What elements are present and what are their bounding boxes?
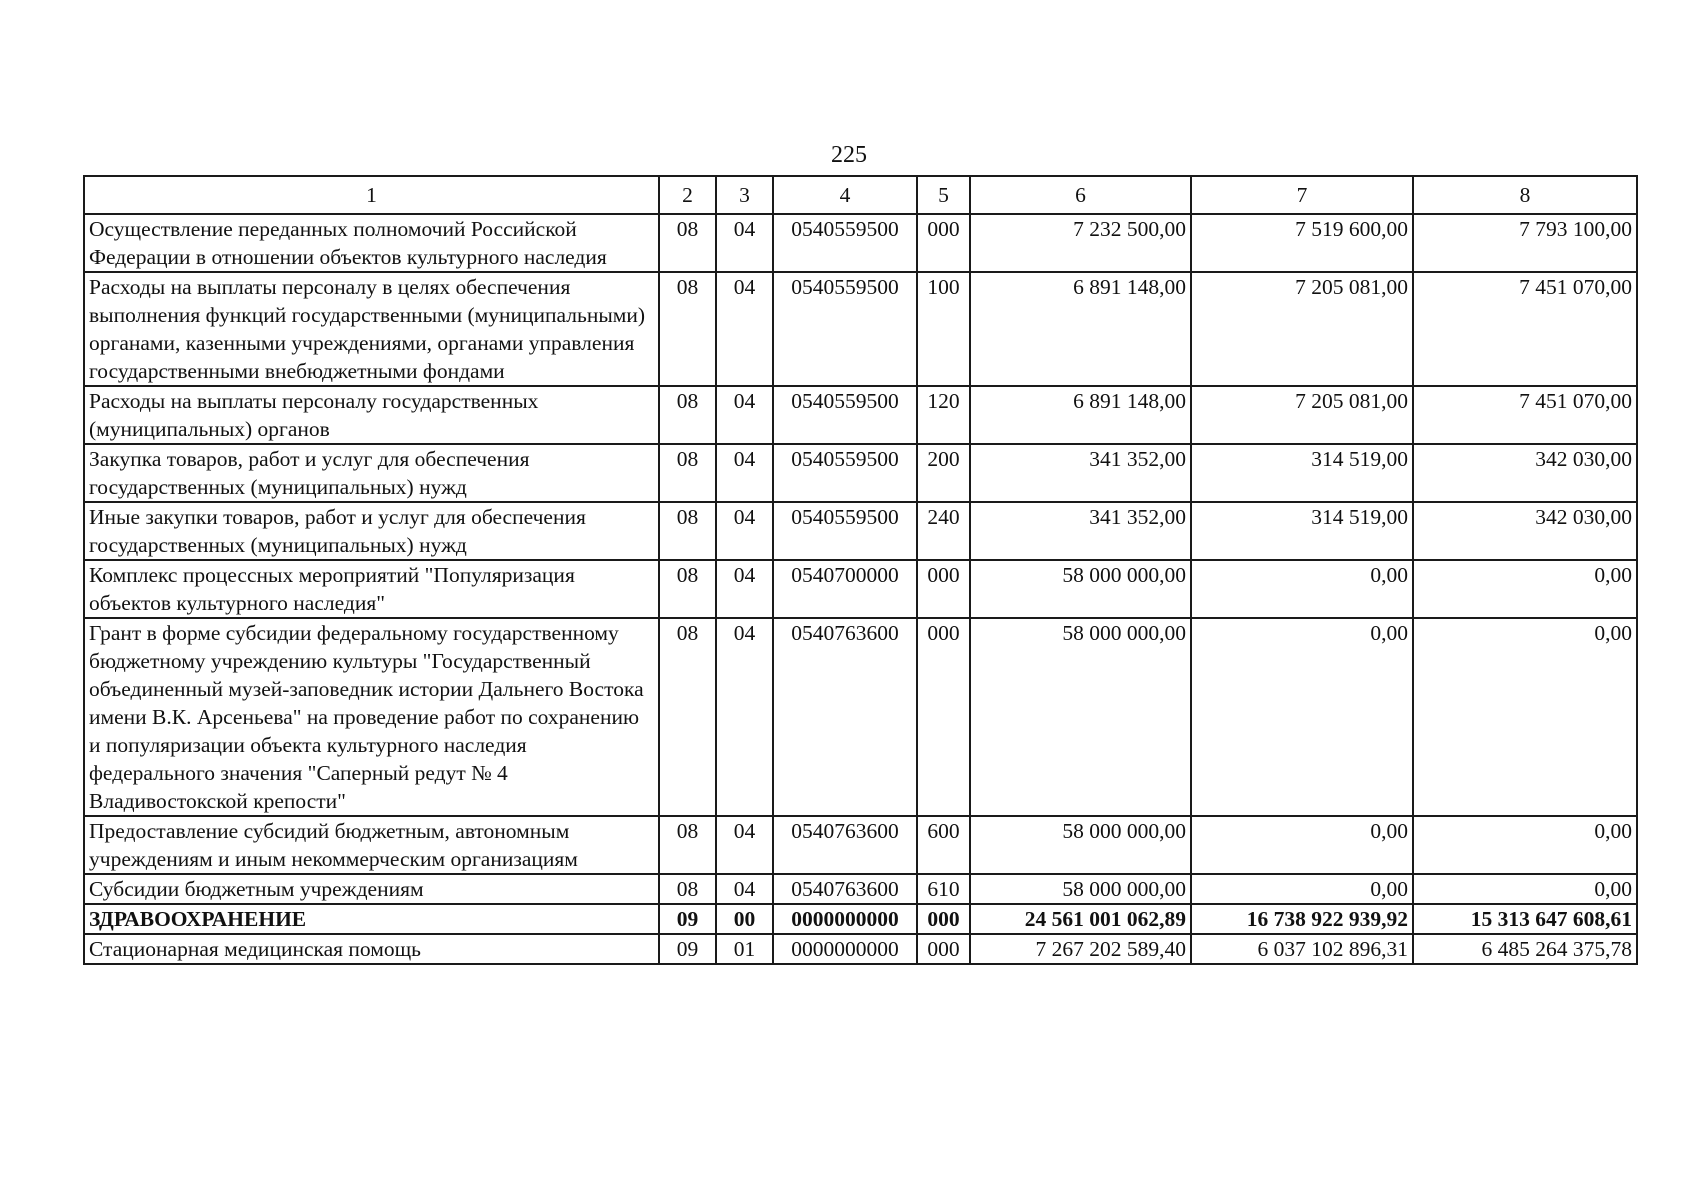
- row-expense-type-code: 000: [917, 618, 970, 816]
- row-amount-col8: 7 793 100,00: [1413, 214, 1637, 272]
- row-description: ЗДРАВООХРАНЕНИЕ: [84, 904, 659, 934]
- row-subsection-code: 04: [716, 874, 773, 904]
- table-row: [84, 214, 1637, 272]
- row-subsection-code: 04: [716, 444, 773, 502]
- row-target-code: 0000000000: [773, 934, 917, 964]
- row-amount-col8: 342 030,00: [1413, 444, 1637, 502]
- row-amount-col8: 0,00: [1413, 874, 1637, 904]
- row-target-code: 0540763600: [773, 618, 917, 816]
- row-subsection-code: 01: [716, 934, 773, 964]
- row-expense-type-code: 200: [917, 444, 970, 502]
- row-subsection-code: 04: [716, 502, 773, 560]
- row-description: Субсидии бюджетным учреждениям: [84, 874, 659, 904]
- table-row: [84, 816, 1637, 874]
- row-target-code: 0540763600: [773, 816, 917, 874]
- row-expense-type-code: 000: [917, 934, 970, 964]
- row-expense-type-code: 000: [917, 214, 970, 272]
- row-amount-col7: 7 205 081,00: [1191, 386, 1413, 444]
- row-amount-col6: 341 352,00: [970, 444, 1191, 502]
- row-amount-col7: 0,00: [1191, 618, 1413, 816]
- row-description: Расходы на выплаты персоналу в целях обеспечения выполнения функций государственными (муниципальными) органами, казенными учреждениями, органами управления государственными внебюджетными фондами: [84, 272, 659, 386]
- row-section-code: 08: [659, 444, 716, 502]
- header-col-5: 5: [917, 176, 970, 214]
- row-amount-col7: 314 519,00: [1191, 444, 1413, 502]
- header-col-6: 6: [970, 176, 1191, 214]
- row-subsection-code: 04: [716, 386, 773, 444]
- row-target-code: 0540700000: [773, 560, 917, 618]
- row-description: Комплекс процессных мероприятий "Популяризация объектов культурного наследия": [84, 560, 659, 618]
- row-amount-col8: 0,00: [1413, 816, 1637, 874]
- row-section-code: 08: [659, 618, 716, 816]
- header-col-1: 1: [84, 176, 659, 214]
- row-section-code: 08: [659, 874, 716, 904]
- row-target-code: 0540559500: [773, 444, 917, 502]
- row-subsection-code: 00: [716, 904, 773, 934]
- row-expense-type-code: 120: [917, 386, 970, 444]
- budget-table: [83, 175, 1638, 965]
- row-amount-col6: 341 352,00: [970, 502, 1191, 560]
- table-row: [84, 444, 1637, 502]
- table-row: [84, 502, 1637, 560]
- row-expense-type-code: 600: [917, 816, 970, 874]
- row-amount-col8: 7 451 070,00: [1413, 386, 1637, 444]
- row-section-code: 08: [659, 502, 716, 560]
- table-row: [84, 934, 1637, 964]
- row-expense-type-code: 000: [917, 560, 970, 618]
- row-subsection-code: 04: [716, 560, 773, 618]
- row-amount-col6: 58 000 000,00: [970, 618, 1191, 816]
- page-number: 225: [831, 142, 867, 168]
- row-expense-type-code: 240: [917, 502, 970, 560]
- row-expense-type-code: 100: [917, 272, 970, 386]
- row-amount-col7: 0,00: [1191, 560, 1413, 618]
- row-amount-col7: 7 205 081,00: [1191, 272, 1413, 386]
- row-description: Иные закупки товаров, работ и услуг для обеспечения государственных (муниципальных) нужд: [84, 502, 659, 560]
- row-amount-col8: 6 485 264 375,78: [1413, 934, 1637, 964]
- row-target-code: 0540559500: [773, 502, 917, 560]
- row-amount-col7: 314 519,00: [1191, 502, 1413, 560]
- row-subsection-code: 04: [716, 272, 773, 386]
- row-section-code: 09: [659, 904, 716, 934]
- row-amount-col8: 0,00: [1413, 560, 1637, 618]
- header-col-8: 8: [1413, 176, 1637, 214]
- header-row: [84, 176, 1637, 214]
- row-section-code: 08: [659, 272, 716, 386]
- row-amount-col7: 16 738 922 939,92: [1191, 904, 1413, 934]
- row-target-code: 0540763600: [773, 874, 917, 904]
- row-description: Осуществление переданных полномочий Российской Федерации в отношении объектов культурного наследия: [84, 214, 659, 272]
- row-target-code: 0540559500: [773, 386, 917, 444]
- row-amount-col8: 15 313 647 608,61: [1413, 904, 1637, 934]
- row-target-code: 0540559500: [773, 214, 917, 272]
- table-row: [84, 560, 1637, 618]
- row-amount-col7: 0,00: [1191, 816, 1413, 874]
- table-row: [84, 618, 1637, 816]
- row-amount-col6: 58 000 000,00: [970, 560, 1191, 618]
- header-col-7: 7: [1191, 176, 1413, 214]
- row-description: Грант в форме субсидии федеральному государственному бюджетному учреждению культуры "Государственный объединенный музей-заповедник истории Дальнего Востока имени В.К. Арсеньева" на проведение работ по сохранению и популяризации объекта культурного наследия федерального значения "Саперный редут № 4 Владивостокской крепости": [84, 618, 659, 816]
- row-amount-col7: 6 037 102 896,31: [1191, 934, 1413, 964]
- row-amount-col8: 7 451 070,00: [1413, 272, 1637, 386]
- row-subsection-code: 04: [716, 816, 773, 874]
- row-target-code: 0000000000: [773, 904, 917, 934]
- row-description: Закупка товаров, работ и услуг для обеспечения государственных (муниципальных) нужд: [84, 444, 659, 502]
- row-expense-type-code: 000: [917, 904, 970, 934]
- section-total-row: [84, 904, 1637, 934]
- row-amount-col6: 58 000 000,00: [970, 874, 1191, 904]
- table-row: [84, 272, 1637, 386]
- table-row: [84, 874, 1637, 904]
- row-description: Стационарная медицинская помощь: [84, 934, 659, 964]
- row-amount-col6: 24 561 001 062,89: [970, 904, 1191, 934]
- header-col-2: 2: [659, 176, 716, 214]
- row-section-code: 08: [659, 560, 716, 618]
- row-amount-col6: 58 000 000,00: [970, 816, 1191, 874]
- row-section-code: 08: [659, 816, 716, 874]
- row-section-code: 08: [659, 214, 716, 272]
- row-section-code: 09: [659, 934, 716, 964]
- row-amount-col6: 6 891 148,00: [970, 386, 1191, 444]
- table-row: [84, 386, 1637, 444]
- row-amount-col8: 342 030,00: [1413, 502, 1637, 560]
- row-amount-col6: 7 267 202 589,40: [970, 934, 1191, 964]
- row-amount-col8: 0,00: [1413, 618, 1637, 816]
- row-description: Предоставление субсидий бюджетным, автономным учреждениям и иным некоммерческим организациям: [84, 816, 659, 874]
- row-section-code: 08: [659, 386, 716, 444]
- row-description: Расходы на выплаты персоналу государственных (муниципальных) органов: [84, 386, 659, 444]
- row-subsection-code: 04: [716, 214, 773, 272]
- header-col-3: 3: [716, 176, 773, 214]
- row-expense-type-code: 610: [917, 874, 970, 904]
- row-amount-col7: 7 519 600,00: [1191, 214, 1413, 272]
- header-col-4: 4: [773, 176, 917, 214]
- row-amount-col6: 6 891 148,00: [970, 272, 1191, 386]
- row-amount-col6: 7 232 500,00: [970, 214, 1191, 272]
- row-subsection-code: 04: [716, 618, 773, 816]
- row-target-code: 0540559500: [773, 272, 917, 386]
- row-amount-col7: 0,00: [1191, 874, 1413, 904]
